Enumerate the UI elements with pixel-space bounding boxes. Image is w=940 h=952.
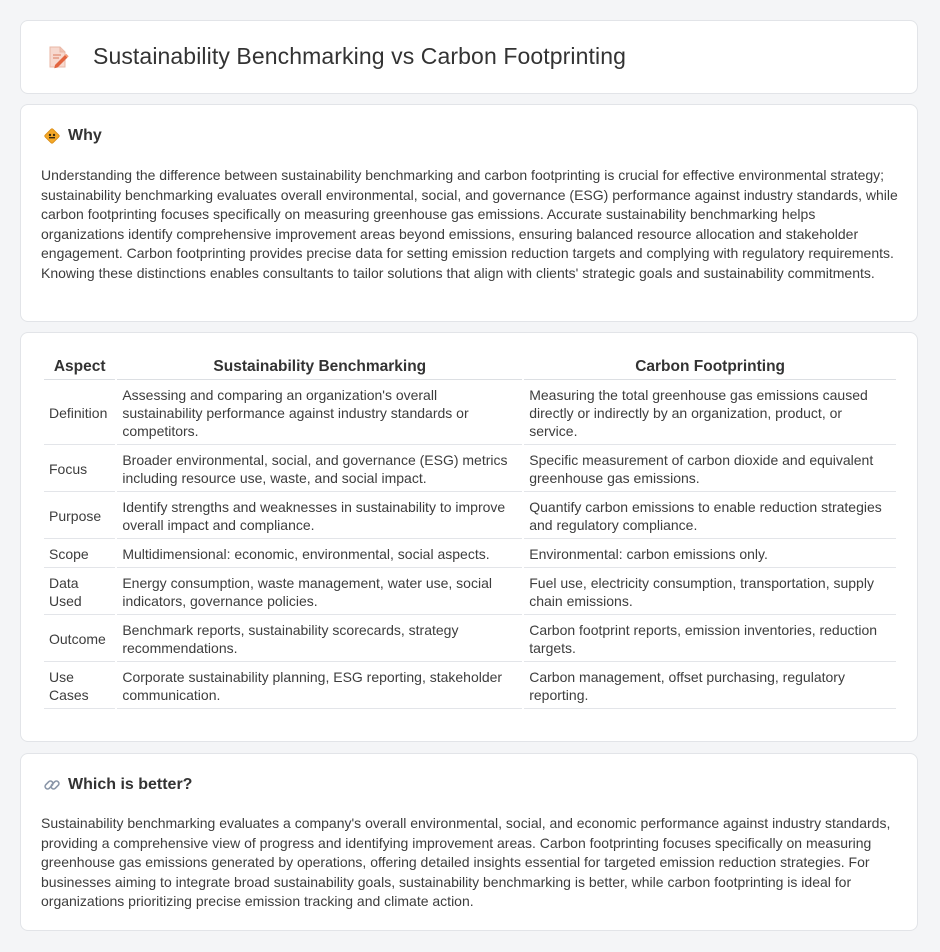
table-row: [44, 664, 896, 709]
table-row: [44, 570, 896, 615]
row-aspect: Scope: [44, 541, 115, 568]
row-footprinting: Carbon footprint reports, emission inventories, reduction targets.: [524, 617, 896, 662]
table-header-row: [44, 355, 896, 380]
document-pencil-icon: [47, 45, 69, 69]
header-sustainability-benchmarking: Sustainability Benchmarking: [117, 355, 522, 380]
why-section: [20, 104, 918, 322]
row-benchmarking: Multidimensional: economic, environmental, social aspects.: [117, 541, 522, 568]
better-text: Sustainability benchmarking evaluates a company's overall environmental, social, and economic performance against industry standards, providing a comprehensive view of progress and identifying improvement areas. Carbon footprinting focuses specifically on measuring greenhouse gas emissions generated by operations, offering detailed insights essential for targeted emission reduction strategies. For businesses aiming to integrate broad sustainability goals, sustainability benchmarking is better, while carbon footprinting is ideal for organizations prioritizing precise emission tracking and climate action.: [41, 815, 891, 910]
which-is-better-section: [20, 753, 918, 931]
better-title: Which is better?: [68, 776, 193, 793]
table-row: [44, 494, 896, 539]
table-row: [44, 617, 896, 662]
header-aspect: Aspect: [44, 355, 115, 380]
row-benchmarking: Broader environmental, social, and governance (ESG) metrics including resource use, waste, and social impact.: [117, 447, 522, 492]
link-icon: [43, 776, 61, 794]
row-benchmarking: Identify strengths and weaknesses in sustainability to improve overall impact and compliance.: [117, 494, 522, 539]
page-title: Sustainability Benchmarking vs Carbon Footprinting: [93, 43, 626, 69]
title-card: [20, 20, 918, 94]
row-aspect: Use Cases: [44, 664, 115, 709]
better-heading: [43, 776, 192, 794]
row-footprinting: Carbon management, offset purchasing, regulatory reporting.: [524, 664, 896, 709]
row-footprinting: Environmental: carbon emissions only.: [524, 541, 896, 568]
row-benchmarking: Benchmark reports, sustainability scorecards, strategy recommendations.: [117, 617, 522, 662]
row-footprinting: Fuel use, electricity consumption, transportation, supply chain emissions.: [524, 570, 896, 615]
header-carbon-footprinting: Carbon Footprinting: [524, 355, 896, 380]
row-aspect: Outcome: [44, 617, 115, 662]
diamond-sign-icon: [43, 127, 61, 145]
table-row: [44, 447, 896, 492]
row-aspect: Focus: [44, 447, 115, 492]
row-benchmarking: Corporate sustainability planning, ESG reporting, stakeholder communication.: [117, 664, 522, 709]
table-row: [44, 382, 896, 445]
row-aspect: Definition: [44, 382, 115, 445]
row-footprinting: Quantify carbon emissions to enable reduction strategies and regulatory compliance.: [524, 494, 896, 539]
why-heading: [43, 127, 102, 145]
comparison-section: [20, 332, 918, 742]
row-aspect: Purpose: [44, 494, 115, 539]
row-benchmarking: Energy consumption, waste management, water use, social indicators, governance policies.: [117, 570, 522, 615]
title-row: [47, 43, 626, 70]
row-aspect: Data Used: [44, 570, 115, 615]
row-footprinting: Measuring the total greenhouse gas emissions caused directly or indirectly by an organization, product, or service.: [524, 382, 896, 445]
row-benchmarking: Assessing and comparing an organization's overall sustainability performance against industry standards or competitors.: [117, 382, 522, 445]
why-text: Understanding the difference between sustainability benchmarking and carbon footprinting is crucial for effective environmental strategy; sustainability benchmarking evaluates overall environmental, social, and governance (ESG) performance against industry standards, while carbon footprinting focuses specifically on measuring greenhouse gas emissions. Accurate sustainability benchmarking helps organizations identify comprehensive improvement areas beyond emissions, ensuring balanced resource allocation and stakeholder engagement. Carbon footprinting provides precise data for setting emission reduction targets and complying with regulatory requirements. Knowing these distinctions enables consultants to tailor solutions that align with clients' strategic goals and sustainability commitments.: [41, 167, 898, 281]
row-footprinting: Specific measurement of carbon dioxide and equivalent greenhouse gas emissions.: [524, 447, 896, 492]
comparison-table: [42, 353, 898, 711]
table-row: [44, 541, 896, 568]
why-title: Why: [68, 127, 102, 144]
